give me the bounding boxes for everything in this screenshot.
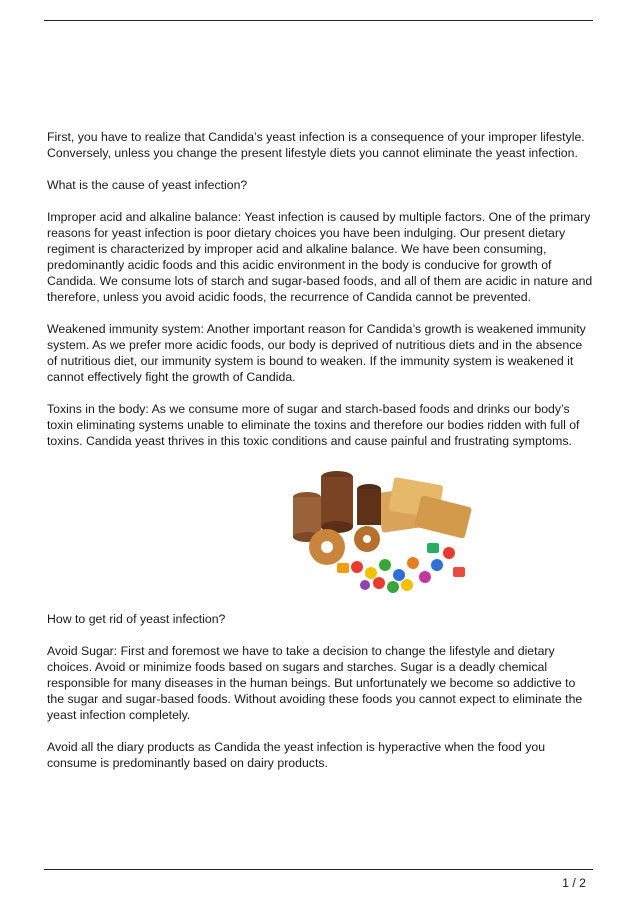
document-body (47, 129, 595, 787)
paragraph-acid-alkaline: Improper acid and alkaline balance: Yeast infection is caused by multiple factors. One of the primary reasons for yeast infection is poor dietary choices you have been indulging. Our present dietary regiment is characterized by improper acid and alkaline balance. We have been consuming, predominantly acidic foods and this acidic environment in the body is conducive for growth of Candida. We consume lots of starch and sugar-based foods, and all of them are acidic in nature and therefore, unless you avoid acidic foods, the recurrence of Candida cannot be prevented. (47, 210, 593, 304)
paragraph-immunity: Weakened immunity system: Another important reason for Candida’s growth is weakened immunity system. As we prefer more acidic foods, our body is deprived of nutritious diets and in the absence of nutritious diet, our immunity system is bound to weaken. If the immunity system is weakened it cannot effectively fight the growth of Candida. (47, 322, 586, 384)
paragraph-avoid-sugar: Avoid Sugar: First and foremost we have to take a decision to change the lifestyle and dietary choices. Avoid or minimize foods based on sugars and starches. Sugar is a deadly chemical responsible for many diseases in the human beings. But unfortunately we become so addictive to the sugar and sugar-based foods. Without avoiding these foods you cannot expect to eliminate the yeast infection completely. (47, 644, 583, 722)
sweets-figure (47, 465, 597, 595)
page-number: 1 / 2 (562, 876, 586, 890)
paragraph-intro: First, you have to realize that Candida’s yeast infection is a consequence of your improper lifestyle. Conversely, unless you change the present lifestyle diets you cannot eliminate the yeast infection. (47, 130, 585, 160)
paragraph-toxins: Toxins in the body: As we consume more of sugar and starch-based foods and drinks our body’s toxin eliminating systems unable to eliminate the toxins and therefore our bodies ridden with full of toxins. Candida yeast thrives in this toxic conditions and cause painful and frustrating symptoms. (47, 402, 580, 448)
heading-get-rid: How to get rid of yeast infection? (47, 612, 226, 626)
heading-cause: What is the cause of yeast infection? (47, 178, 248, 192)
paragraph-avoid-dairy: Avoid all the diary products as Candida the yeast infection is hyperactive when the food you consume is predominantly based on dairy products. (47, 740, 546, 770)
header-rule (44, 20, 593, 21)
sweets-and-biscuits-image (267, 459, 497, 599)
footer-rule (44, 869, 593, 870)
